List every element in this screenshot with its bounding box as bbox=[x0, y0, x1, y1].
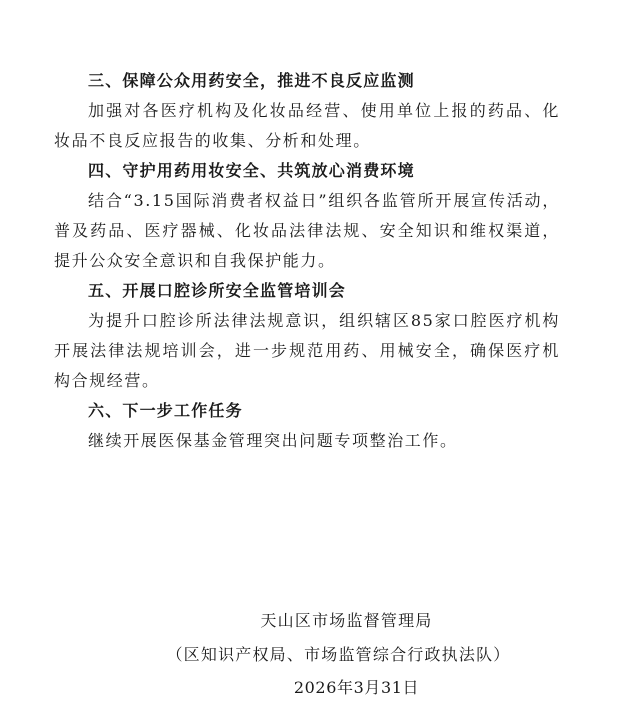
signature-sub-organization: （区知识产权局、市场监管综合行政执法队） bbox=[166, 645, 511, 664]
signature-organization: 天山区市场监督管理局 bbox=[260, 611, 433, 630]
section-paragraph: 为提升口腔诊所法律法规意识，组织辖区85家口腔医疗机构开展法律法规培训会，进一步规范用药、用械安全，确保医疗机构合规经营。 bbox=[54, 311, 560, 390]
section-heading: 四、守护用药用妆安全、共筑放心消费环境 bbox=[88, 161, 415, 180]
section-heading: 五、开展口腔诊所安全监管培训会 bbox=[88, 281, 347, 300]
signature-date: 2026年3月31日 bbox=[293, 678, 420, 697]
section-heading: 六、下一步工作任务 bbox=[88, 401, 243, 420]
section-paragraph: 加强对各医疗机构及化妆品经营、使用单位上报的药品、化妆品不良反应报告的收集、分析和处理。 bbox=[54, 101, 560, 150]
section-paragraph: 继续开展医保基金管理突出问题专项整治工作。 bbox=[88, 431, 458, 450]
section-paragraph: 结合“3.15国际消费者权益日”组织各监管所开展宣传活动，普及药品、医疗器械、化妆品法律法规、安全知识和维权渠道，提升公众安全意识和自我保护能力。 bbox=[54, 191, 560, 270]
document-body bbox=[54, 66, 560, 456]
section-heading: 三、保障公众用药安全，推进不良反应监测 bbox=[88, 71, 415, 90]
